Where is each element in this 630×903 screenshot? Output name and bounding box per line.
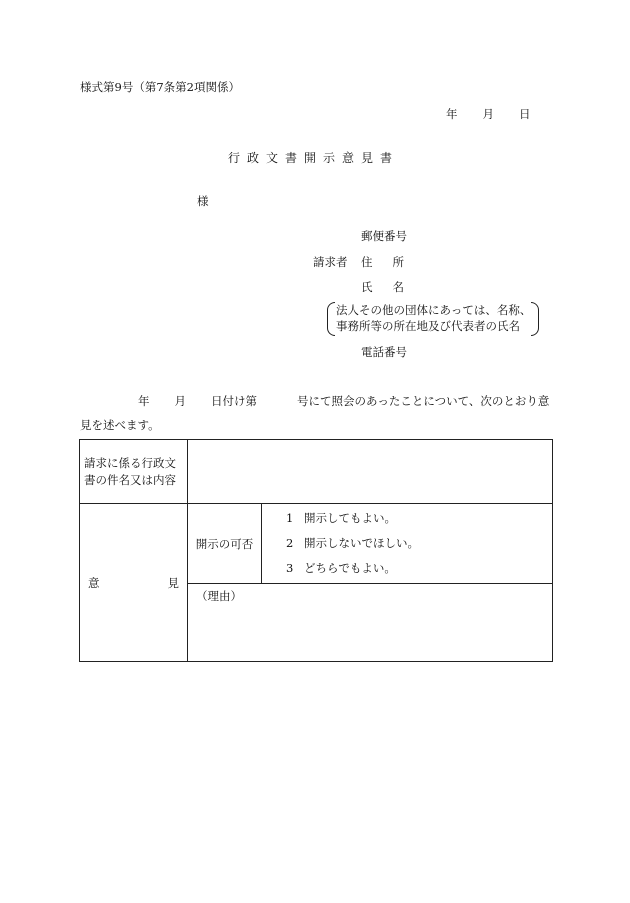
left-paren <box>327 302 335 336</box>
corporate-note-line1: 法人その他の団体にあっては、名称、 <box>336 303 532 317</box>
phone-label: 電話番号 <box>361 345 407 359</box>
postal-code-label: 郵便番号 <box>361 229 407 243</box>
date-year: 年 <box>446 107 458 121</box>
date-day: 日 <box>519 107 531 121</box>
option-3[interactable]: 3 どちらでもよい。 <box>286 561 396 575</box>
requester-label: 請求者 <box>313 255 348 269</box>
option-2[interactable]: 2 開示しないでほしい。 <box>286 536 419 550</box>
document-title: 行政文書開示意見書 <box>228 151 400 165</box>
body-year: 年 <box>138 394 150 408</box>
body-day: 日付け第 <box>211 394 257 408</box>
subject-label: 請求に係る行政文書の件名又は内容 <box>80 440 188 504</box>
right-paren <box>531 302 539 336</box>
date-line <box>446 106 531 122</box>
opinion-label-left: 意 <box>88 575 100 590</box>
address-label: 住所 <box>361 255 424 269</box>
corporate-note-line2: 事務所等の所在地及び代表者の氏名 <box>336 319 520 333</box>
reason-field[interactable] <box>188 584 553 662</box>
addressee-suffix: 様 <box>197 194 209 208</box>
form-number: 様式第9号（第7条第2項関係） <box>80 80 240 94</box>
disclosure-label: 開示の可否 <box>188 504 262 584</box>
opinion-label-right: 見 <box>167 575 179 590</box>
opinion-table <box>79 439 553 662</box>
option-1[interactable]: 1 開示してもよい。 <box>286 511 396 525</box>
date-month: 月 <box>482 107 494 121</box>
name-label: 氏名 <box>361 280 424 294</box>
reason-label: （理由） <box>196 589 242 603</box>
body-month: 月 <box>174 394 186 408</box>
disclosure-options <box>262 504 553 584</box>
subject-field[interactable] <box>188 440 553 504</box>
body-paragraph <box>80 389 555 437</box>
opinion-label <box>80 504 188 662</box>
body-rest: 号にて照会のあったことについて、次のとおり意見を述べます。 <box>80 394 550 432</box>
